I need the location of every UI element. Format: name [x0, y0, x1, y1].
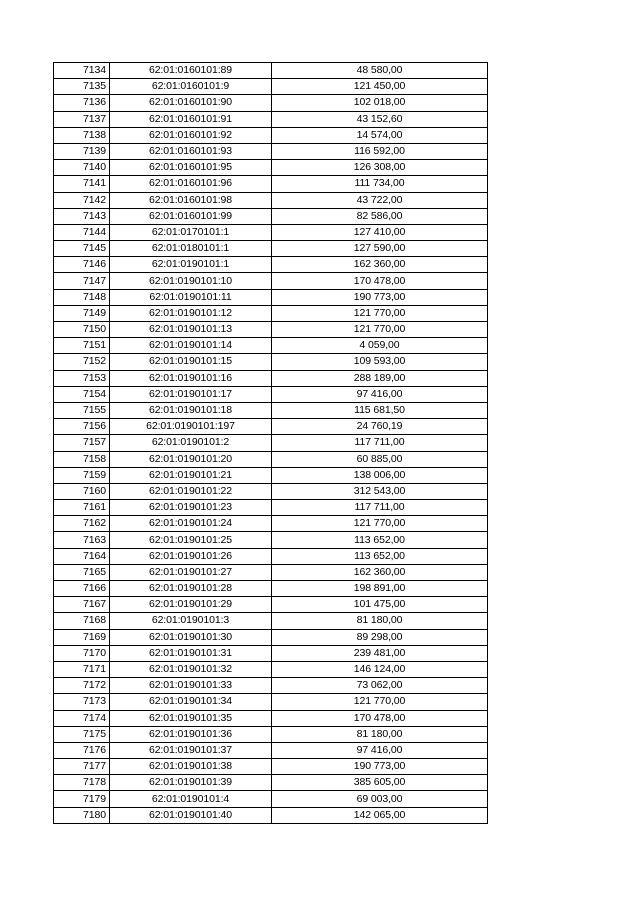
cadastral-number-cell: 62:01:0190101:13 [110, 322, 272, 338]
cadastral-number-cell: 62:01:0190101:10 [110, 273, 272, 289]
row-number-cell: 7165 [54, 564, 110, 580]
value-cell: 142 065,00 [272, 807, 488, 823]
table-row [54, 467, 488, 483]
cadastral-number-cell: 62:01:0190101:24 [110, 516, 272, 532]
cadastral-number-cell: 62:01:0190101:17 [110, 386, 272, 402]
table-row [54, 597, 488, 613]
table-row [54, 678, 488, 694]
value-cell: 127 590,00 [272, 241, 488, 257]
row-number-cell: 7166 [54, 581, 110, 597]
table-row [54, 241, 488, 257]
cadastral-number-cell: 62:01:0160101:93 [110, 143, 272, 159]
cadastral-number-cell: 62:01:0190101:33 [110, 678, 272, 694]
value-cell: 4 059,00 [272, 338, 488, 354]
value-cell: 127 410,00 [272, 224, 488, 240]
cadastral-number-cell: 62:01:0170101:1 [110, 224, 272, 240]
row-number-cell: 7141 [54, 176, 110, 192]
cadastral-number-cell: 62:01:0160101:9 [110, 79, 272, 95]
cadastral-number-cell: 62:01:0190101:15 [110, 354, 272, 370]
value-cell: 162 360,00 [272, 564, 488, 580]
row-number-cell: 7178 [54, 775, 110, 791]
table-row [54, 710, 488, 726]
table-row [54, 742, 488, 758]
value-cell: 170 478,00 [272, 710, 488, 726]
value-cell: 97 416,00 [272, 386, 488, 402]
row-number-cell: 7174 [54, 710, 110, 726]
table-row [54, 402, 488, 418]
cadastral-number-cell: 62:01:0190101:25 [110, 532, 272, 548]
value-cell: 115 681,50 [272, 402, 488, 418]
value-cell: 239 481,00 [272, 645, 488, 661]
cadastral-number-cell: 62:01:0190101:36 [110, 726, 272, 742]
value-cell: 73 062,00 [272, 678, 488, 694]
value-cell: 111 734,00 [272, 176, 488, 192]
row-number-cell: 7161 [54, 500, 110, 516]
row-number-cell: 7148 [54, 289, 110, 305]
value-cell: 121 450,00 [272, 79, 488, 95]
cadastral-number-cell: 62:01:0190101:11 [110, 289, 272, 305]
cadastral-number-cell: 62:01:0160101:92 [110, 127, 272, 143]
row-number-cell: 7158 [54, 451, 110, 467]
value-cell: 385 605,00 [272, 775, 488, 791]
table-body [54, 63, 488, 824]
row-number-cell: 7170 [54, 645, 110, 661]
table-row [54, 791, 488, 807]
value-cell: 102 018,00 [272, 95, 488, 111]
table-row [54, 435, 488, 451]
cadastral-number-cell: 62:01:0190101:21 [110, 467, 272, 483]
table-row [54, 63, 488, 79]
cadastral-number-cell: 62:01:0190101:31 [110, 645, 272, 661]
row-number-cell: 7160 [54, 483, 110, 499]
cadastral-number-cell: 62:01:0190101:22 [110, 483, 272, 499]
cadastral-number-cell: 62:01:0190101:35 [110, 710, 272, 726]
value-cell: 117 711,00 [272, 435, 488, 451]
value-cell: 113 652,00 [272, 532, 488, 548]
value-cell: 126 308,00 [272, 160, 488, 176]
cadastral-number-cell: 62:01:0190101:26 [110, 548, 272, 564]
value-cell: 121 770,00 [272, 516, 488, 532]
value-cell: 97 416,00 [272, 742, 488, 758]
row-number-cell: 7175 [54, 726, 110, 742]
table-row [54, 775, 488, 791]
cadastral-number-cell: 62:01:0190101:39 [110, 775, 272, 791]
row-number-cell: 7149 [54, 305, 110, 321]
value-cell: 190 773,00 [272, 289, 488, 305]
table-row [54, 694, 488, 710]
row-number-cell: 7157 [54, 435, 110, 451]
value-cell: 312 543,00 [272, 483, 488, 499]
table-row [54, 419, 488, 435]
cadastral-number-cell: 62:01:0180101:1 [110, 241, 272, 257]
row-number-cell: 7139 [54, 143, 110, 159]
cadastral-number-cell: 62:01:0190101:29 [110, 597, 272, 613]
row-number-cell: 7140 [54, 160, 110, 176]
table-row [54, 645, 488, 661]
row-number-cell: 7176 [54, 742, 110, 758]
cadastral-number-cell: 62:01:0190101:28 [110, 581, 272, 597]
table-row [54, 629, 488, 645]
row-number-cell: 7142 [54, 192, 110, 208]
table-row [54, 759, 488, 775]
row-number-cell: 7172 [54, 678, 110, 694]
value-cell: 81 180,00 [272, 726, 488, 742]
row-number-cell: 7145 [54, 241, 110, 257]
value-cell: 190 773,00 [272, 759, 488, 775]
cadastral-number-cell: 62:01:0190101:2 [110, 435, 272, 451]
value-cell: 198 891,00 [272, 581, 488, 597]
cadastral-number-cell: 62:01:0190101:32 [110, 661, 272, 677]
cadastral-number-cell: 62:01:0190101:3 [110, 613, 272, 629]
value-cell: 101 475,00 [272, 597, 488, 613]
value-cell: 24 760,19 [272, 419, 488, 435]
table-row [54, 451, 488, 467]
row-number-cell: 7177 [54, 759, 110, 775]
value-cell: 138 006,00 [272, 467, 488, 483]
row-number-cell: 7180 [54, 807, 110, 823]
table-row [54, 516, 488, 532]
cadastral-number-cell: 62:01:0190101:23 [110, 500, 272, 516]
row-number-cell: 7159 [54, 467, 110, 483]
value-cell: 81 180,00 [272, 613, 488, 629]
table-row [54, 127, 488, 143]
table-row [54, 483, 488, 499]
cadastral-number-cell: 62:01:0190101:12 [110, 305, 272, 321]
table-row [54, 661, 488, 677]
row-number-cell: 7169 [54, 629, 110, 645]
row-number-cell: 7152 [54, 354, 110, 370]
cadastral-number-cell: 62:01:0160101:99 [110, 208, 272, 224]
cadastral-number-cell: 62:01:0190101:197 [110, 419, 272, 435]
cadastral-number-cell: 62:01:0160101:96 [110, 176, 272, 192]
value-cell: 109 593,00 [272, 354, 488, 370]
value-cell: 121 770,00 [272, 305, 488, 321]
value-cell: 82 586,00 [272, 208, 488, 224]
table-row [54, 386, 488, 402]
cadastral-number-cell: 62:01:0190101:20 [110, 451, 272, 467]
table-row [54, 613, 488, 629]
table-row [54, 370, 488, 386]
cadastral-number-cell: 62:01:0160101:95 [110, 160, 272, 176]
row-number-cell: 7163 [54, 532, 110, 548]
value-cell: 117 711,00 [272, 500, 488, 516]
table-row [54, 176, 488, 192]
cadastral-number-cell: 62:01:0190101:14 [110, 338, 272, 354]
table-row [54, 160, 488, 176]
table-row [54, 548, 488, 564]
row-number-cell: 7138 [54, 127, 110, 143]
row-number-cell: 7167 [54, 597, 110, 613]
table-row [54, 564, 488, 580]
value-cell: 113 652,00 [272, 548, 488, 564]
value-cell: 69 003,00 [272, 791, 488, 807]
table-row [54, 143, 488, 159]
value-cell: 60 885,00 [272, 451, 488, 467]
value-cell: 89 298,00 [272, 629, 488, 645]
row-number-cell: 7146 [54, 257, 110, 273]
table-row [54, 289, 488, 305]
row-number-cell: 7173 [54, 694, 110, 710]
row-number-cell: 7143 [54, 208, 110, 224]
table-row [54, 208, 488, 224]
cadastral-number-cell: 62:01:0190101:18 [110, 402, 272, 418]
value-cell: 43 722,00 [272, 192, 488, 208]
table-row [54, 192, 488, 208]
cadastral-number-cell: 62:01:0190101:16 [110, 370, 272, 386]
row-number-cell: 7136 [54, 95, 110, 111]
row-number-cell: 7156 [54, 419, 110, 435]
row-number-cell: 7162 [54, 516, 110, 532]
row-number-cell: 7154 [54, 386, 110, 402]
table-row [54, 338, 488, 354]
value-cell: 162 360,00 [272, 257, 488, 273]
value-cell: 146 124,00 [272, 661, 488, 677]
row-number-cell: 7179 [54, 791, 110, 807]
value-cell: 121 770,00 [272, 322, 488, 338]
row-number-cell: 7168 [54, 613, 110, 629]
value-cell: 121 770,00 [272, 694, 488, 710]
value-cell: 288 189,00 [272, 370, 488, 386]
row-number-cell: 7153 [54, 370, 110, 386]
value-cell: 43 152,60 [272, 111, 488, 127]
value-cell: 14 574,00 [272, 127, 488, 143]
row-number-cell: 7171 [54, 661, 110, 677]
row-number-cell: 7134 [54, 63, 110, 79]
row-number-cell: 7151 [54, 338, 110, 354]
row-number-cell: 7164 [54, 548, 110, 564]
table-row [54, 500, 488, 516]
row-number-cell: 7150 [54, 322, 110, 338]
cadastral-number-cell: 62:01:0190101:4 [110, 791, 272, 807]
table-row [54, 726, 488, 742]
cadastral-number-cell: 62:01:0160101:90 [110, 95, 272, 111]
cadastral-number-cell: 62:01:0160101:98 [110, 192, 272, 208]
table-row [54, 305, 488, 321]
table-row [54, 581, 488, 597]
cadastral-number-cell: 62:01:0190101:34 [110, 694, 272, 710]
table-row [54, 111, 488, 127]
table-row [54, 807, 488, 823]
cadastral-number-cell: 62:01:0160101:91 [110, 111, 272, 127]
cadastral-number-cell: 62:01:0190101:30 [110, 629, 272, 645]
table-row [54, 224, 488, 240]
cadastral-number-cell: 62:01:0190101:1 [110, 257, 272, 273]
row-number-cell: 7155 [54, 402, 110, 418]
table-row [54, 79, 488, 95]
cadastral-number-cell: 62:01:0190101:37 [110, 742, 272, 758]
value-cell: 116 592,00 [272, 143, 488, 159]
row-number-cell: 7137 [54, 111, 110, 127]
table-row [54, 95, 488, 111]
cadastral-number-cell: 62:01:0190101:40 [110, 807, 272, 823]
table-row [54, 354, 488, 370]
value-cell: 48 580,00 [272, 63, 488, 79]
row-number-cell: 7135 [54, 79, 110, 95]
table-row [54, 322, 488, 338]
row-number-cell: 7147 [54, 273, 110, 289]
table-row [54, 257, 488, 273]
table-row [54, 532, 488, 548]
cadastral-value-table [53, 62, 488, 824]
value-cell: 170 478,00 [272, 273, 488, 289]
cadastral-number-cell: 62:01:0190101:27 [110, 564, 272, 580]
cadastral-number-cell: 62:01:0160101:89 [110, 63, 272, 79]
cadastral-number-cell: 62:01:0190101:38 [110, 759, 272, 775]
row-number-cell: 7144 [54, 224, 110, 240]
table-row [54, 273, 488, 289]
